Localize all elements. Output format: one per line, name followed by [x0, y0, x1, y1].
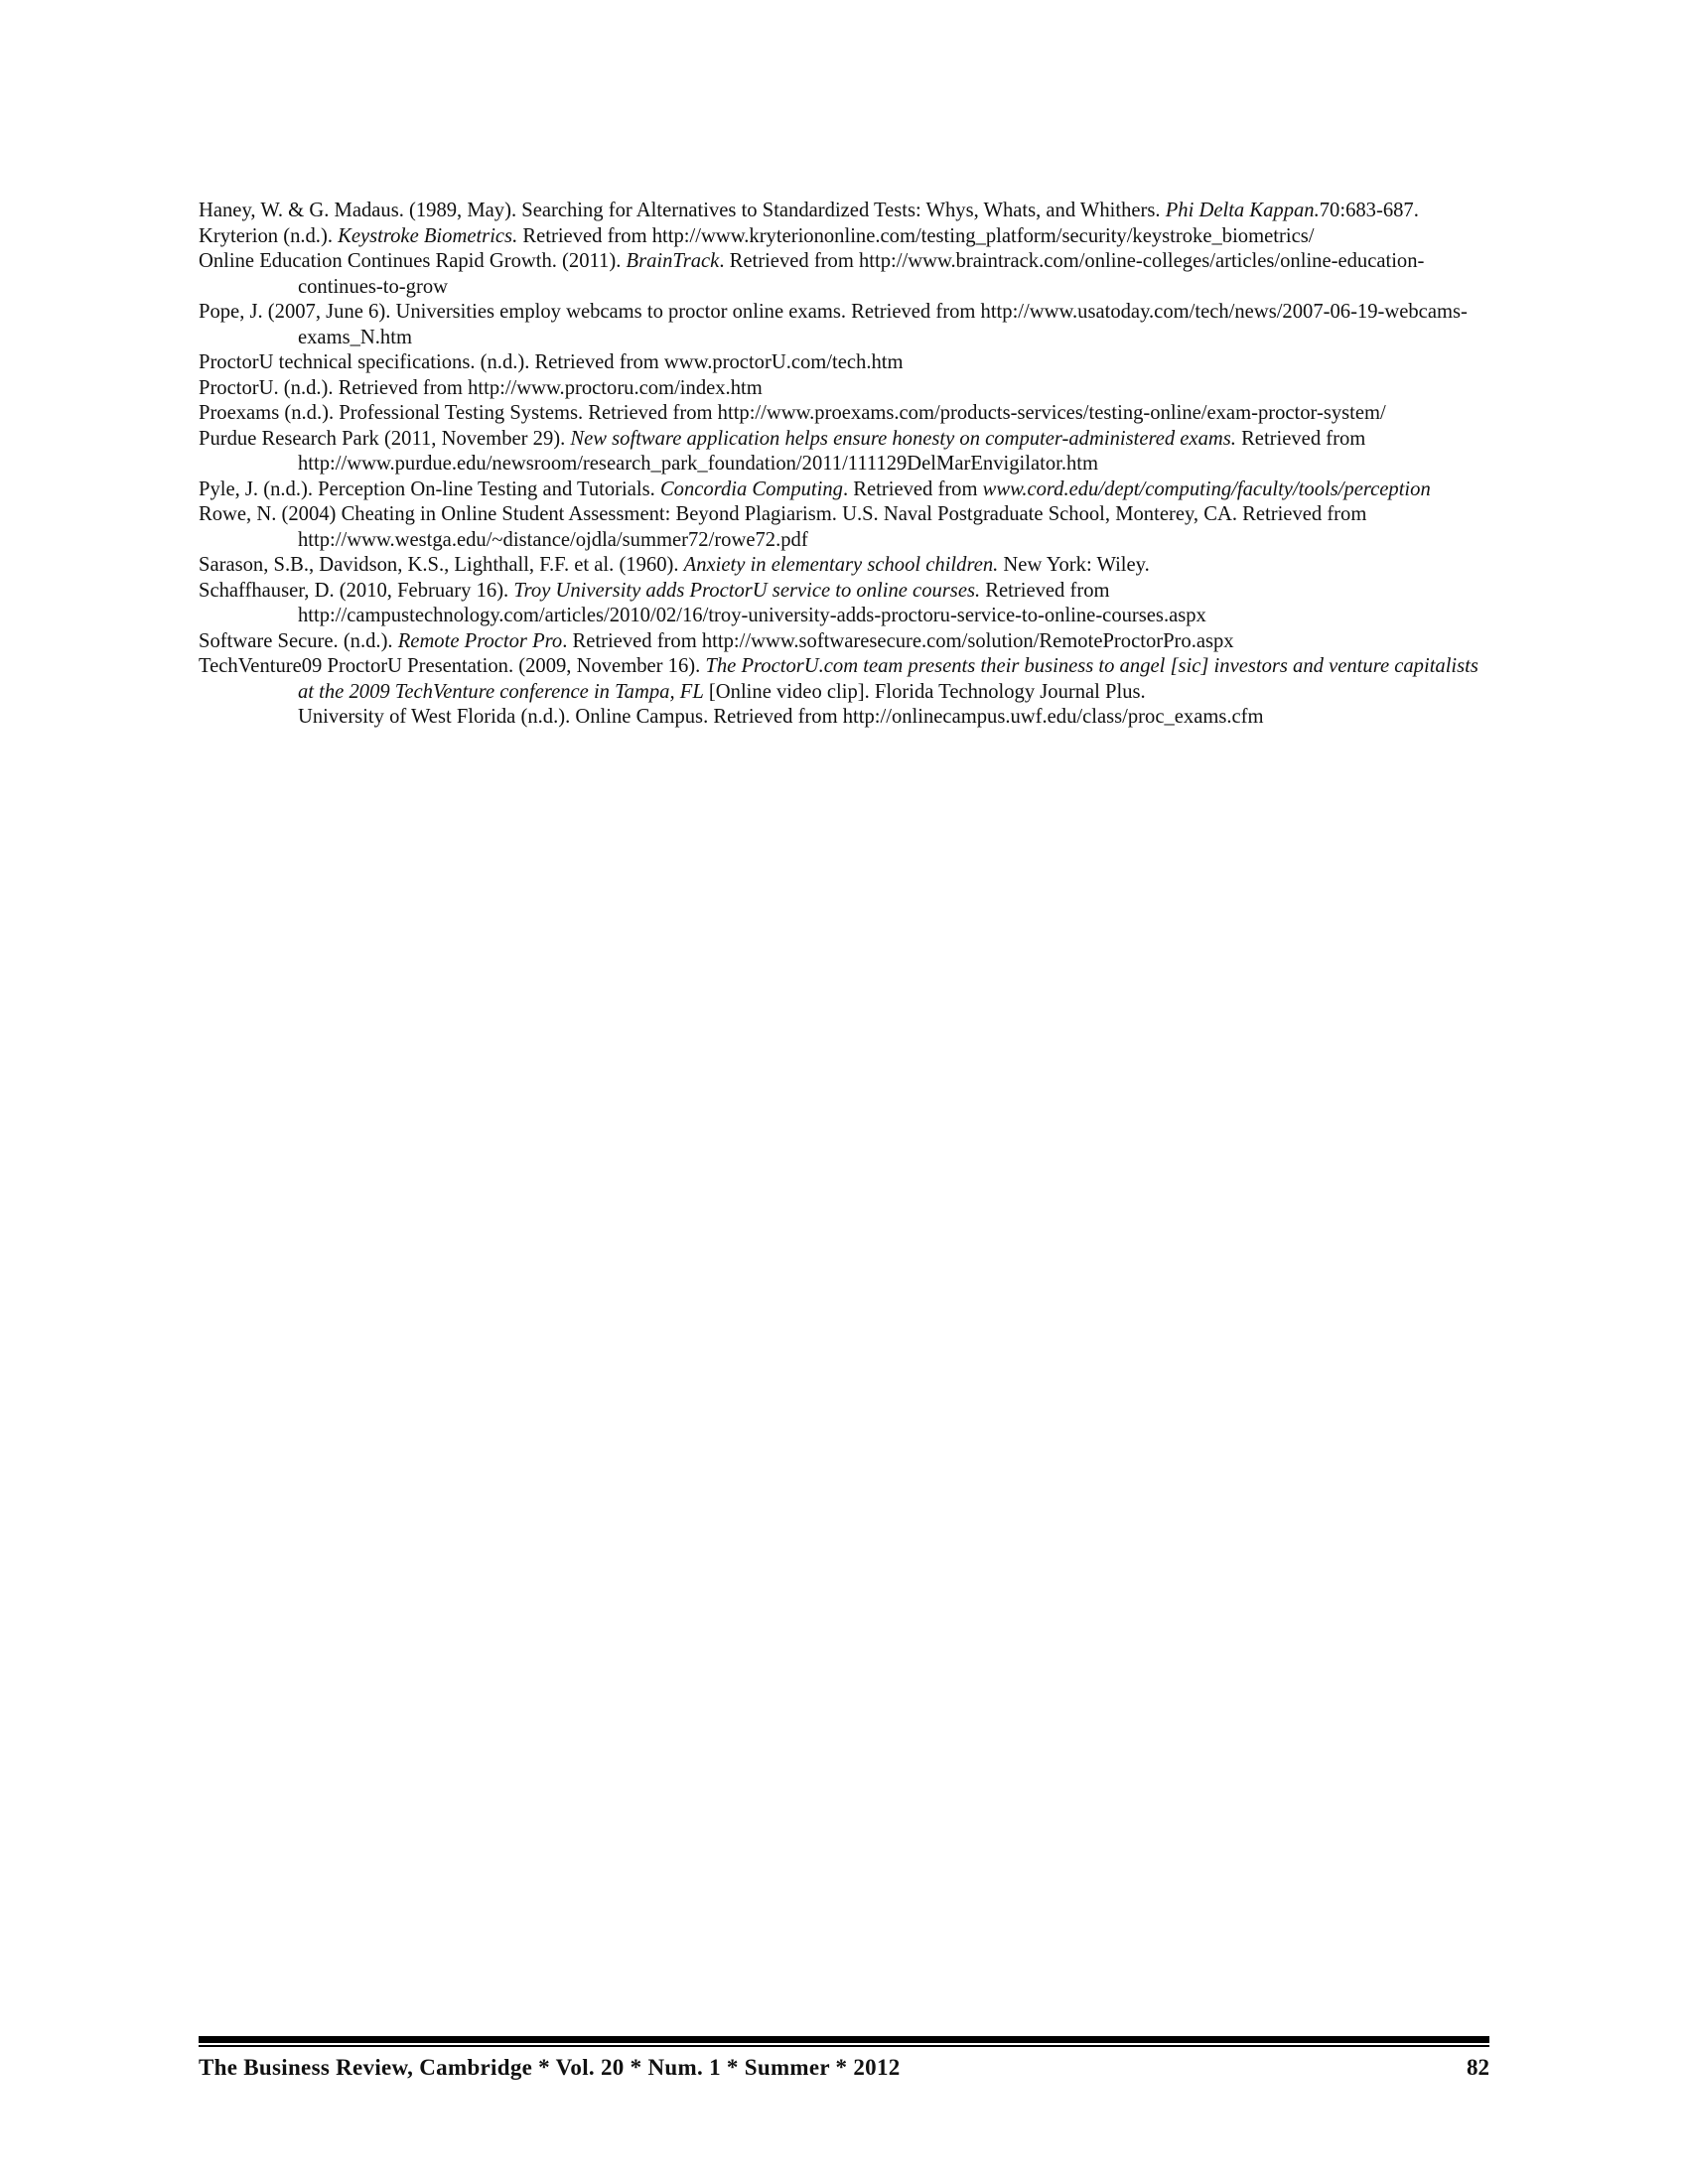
reference-text: Haney, W. & G. Madaus. (1989, May). Searching for Alternatives to Standardized Tests: Whys, Whats, and Whithers.	[199, 200, 1166, 221]
page-number: 82	[1467, 2055, 1489, 2080]
reference-entry	[199, 224, 1489, 250]
footer-rule-thick	[199, 2036, 1489, 2043]
reference-italic-text: New software application helps ensure honesty on computer-administered exams.	[570, 427, 1236, 450]
reference-text: ProctorU. (n.d.). Retrieved from http://www.proctoru.com/index.htm	[199, 376, 763, 399]
reference-text: . Retrieved from http://www.braintrack.com/online-colleges/articles/online-education-continues-to-grow	[298, 250, 1425, 298]
reference-text: Schaffhauser, D. (2010, February 16).	[199, 579, 514, 602]
reference-text: . Retrieved from	[842, 478, 983, 500]
reference-italic-text: www.cord.edu/dept/computing/faculty/tools/perception	[982, 478, 1431, 500]
reference-text: Pyle, J. (n.d.). Perception On-line Testing and Tutorials.	[199, 478, 660, 500]
reference-text: 70:683-687.	[1319, 200, 1419, 221]
reference-italic-text: Anxiety in elementary school children.	[683, 554, 999, 576]
reference-text: . Retrieved from http://www.softwaresecure.com/solution/RemoteProctorPro.aspx	[562, 629, 1234, 652]
reference-text: [Online video clip]. Florida Technology Journal Plus.	[703, 680, 1146, 703]
reference-text: ProctorU technical specifications. (n.d.). Retrieved from www.proctorU.com/tech.htm	[199, 351, 904, 373]
reference-entry	[199, 553, 1489, 579]
reference-italic-text: Troy University adds ProctorU service to online courses.	[513, 579, 981, 602]
reference-entry	[199, 705, 1489, 731]
reference-text: Retrieved from http://campustechnology.com/articles/2010/02/16/troy-university-adds-proctoru-service-to-online-courses.aspx	[298, 579, 1206, 626]
reference-text: Sarason, S.B., Davidson, K.S., Lighthall, F.F. et al. (1960).	[199, 554, 684, 576]
reference-entry	[199, 249, 1489, 300]
reference-text: Purdue Research Park (2011, November 29).	[199, 427, 571, 450]
reference-entry	[199, 376, 1489, 402]
reference-entry	[199, 300, 1489, 350]
reference-text: University of West Florida (n.d.). Online Campus. Retrieved from http://onlinecampus.uwf.edu/class/proc_exams.cfm	[298, 706, 1264, 728]
reference-italic-text: The ProctorU.com team presents their business to angel [sic] investors and venture capitalists at the 2009 TechVenture conference in Tampa, FL	[298, 655, 1478, 703]
reference-entry	[199, 199, 1489, 224]
reference-text: Online Education Continues Rapid Growth. (2011).	[199, 250, 627, 272]
reference-text: Kryterion (n.d.).	[199, 224, 339, 247]
reference-entry	[199, 478, 1489, 503]
reference-text: Software Secure. (n.d.).	[199, 629, 398, 652]
reference-entry	[199, 629, 1489, 655]
reference-italic-text: Remote Proctor Pro	[397, 629, 563, 652]
reference-italic-text: Phi Delta Kappan.	[1165, 200, 1320, 221]
reference-text: Pope, J. (2007, June 6). Universities employ webcams to proctor online exams. Retrieved from http://www.usatoday.com/tech/news/2007-06-19-webcams-exams_N.htm	[199, 301, 1468, 348]
reference-text: Proexams (n.d.). Professional Testing Systems. Retrieved from http://www.proexams.com/products-services/testing-online/exam-proctor-system/	[199, 402, 1386, 424]
reference-entry	[199, 350, 1489, 376]
reference-text: Rowe, N. (2004) Cheating in Online Student Assessment: Beyond Plagiarism. U.S. Naval Postgraduate School, Monterey, CA. Retrieved from http://www.westga.edu/~distance/ojdla/summer72/rowe72.pdf	[199, 503, 1367, 551]
reference-text: Retrieved from http://www.kryteriononline.com/testing_platform/security/keystroke_biometrics/	[517, 224, 1315, 247]
footer-rule-thin	[199, 2045, 1489, 2047]
reference-entry	[199, 502, 1489, 553]
reference-text: Retrieved from http://www.purdue.edu/newsroom/research_park_foundation/2011/111129DelMarEnvigilator.htm	[298, 427, 1366, 475]
reference-text: New York: Wiley.	[998, 554, 1150, 576]
reference-italic-text: Concordia Computing	[659, 478, 843, 500]
reference-entry	[199, 401, 1489, 427]
reference-italic-text: BrainTrack	[626, 250, 720, 272]
reference-entry	[199, 427, 1489, 478]
reference-entry	[199, 654, 1489, 705]
reference-italic-text: Keystroke Biometrics.	[338, 224, 518, 247]
reference-text: TechVenture09 ProctorU Presentation. (2009, November 16).	[199, 655, 706, 677]
journal-footer: The Business Review, Cambridge * Vol. 20 * Num. 1 * Summer * 2012	[199, 2055, 901, 2080]
reference-list	[199, 199, 1489, 731]
reference-entry	[199, 579, 1489, 629]
